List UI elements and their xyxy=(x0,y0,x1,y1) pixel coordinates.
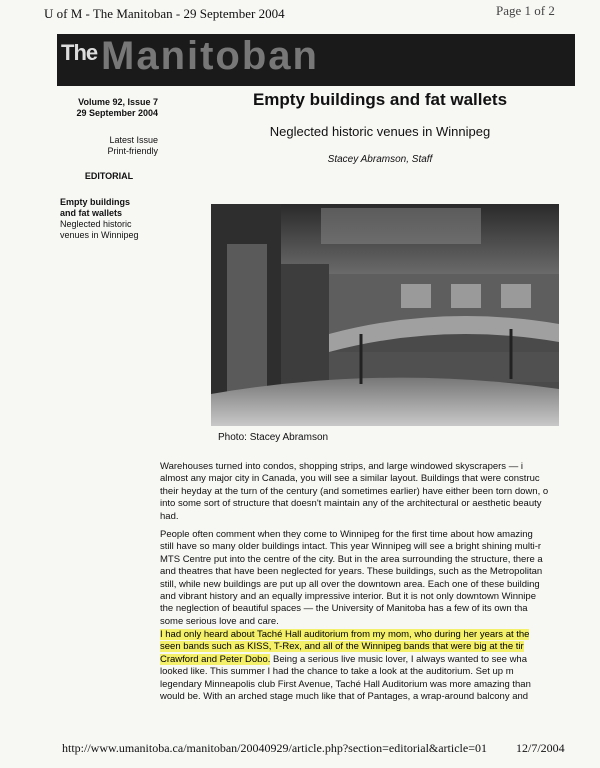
paragraph-line: almost any major city in Canada, you will see a similar layout. Buildings that were construc xyxy=(160,473,540,485)
auditorium-photo-illustration xyxy=(211,204,559,426)
paragraph-line: and vibrant history and an equally impressive interior. But it is not only downtown Winnipe xyxy=(160,591,536,603)
print-header-title: U of M - The Manitoban - 29 September 2004 xyxy=(44,6,285,21)
issue-volume: Volume 92, Issue 7 xyxy=(78,97,158,107)
sidebar xyxy=(60,97,158,241)
paragraph-line: still, while new buildings are put up all over the downtown area. Each one of these building xyxy=(160,578,540,590)
article-subhead: Neglected historic venues in Winnipeg xyxy=(269,124,491,139)
highlighted-line xyxy=(160,654,566,666)
article-headline: Empty buildings and fat wallets xyxy=(252,90,508,109)
paragraph-line: some serious love and care. xyxy=(160,615,279,627)
paragraph-line: would be. With an arched stage much like that of Pantages, a wrap-around balcony and xyxy=(160,691,529,703)
paragraph-line: Warehouses turned into condos, shopping strips, and large windowed skyscrapers — i xyxy=(160,461,523,472)
paragraph-line: People often comment when they come to Winnipeg for the first time about how amazing xyxy=(160,529,533,540)
issue-info xyxy=(60,97,158,119)
highlighted-line xyxy=(160,641,566,653)
sidebar-article-title-2: and fat wallets xyxy=(60,208,123,218)
paragraph-line: their heyday at the turn of the century (and sometimes earlier) have either been torn down, o xyxy=(160,485,549,497)
print-footer-date: 12/7/2004 xyxy=(516,741,565,755)
highlight-text: seen bands such as KISS, T-Rex, and all of the Winnipeg bands that were big at the tir xyxy=(160,641,524,653)
sidebar-article-title-1: Empty buildings xyxy=(60,197,131,207)
sidebar-article-sub-1: Neglected historic xyxy=(60,219,132,229)
paragraph-1 xyxy=(160,461,566,523)
print-header-page-number: Page 1 of 2 xyxy=(496,3,555,18)
line-continuation: Being a serious live music lover, I always wanted to see wha xyxy=(270,653,528,665)
issue-date: 29 September 2004 xyxy=(76,108,158,118)
paragraph-line: legendary Minneapolis club First Avenue, Taché Hall Auditorium was more amazing than xyxy=(160,678,531,690)
masthead-name: Manitoban xyxy=(101,34,319,78)
paragraph-line: into some sort of structure that doesn't maintain any of the architectural or aesthetic beauty xyxy=(160,498,542,510)
print-footer-url: http://www.umanitoba.ca/manitoban/20040929/article.php?section=editorial&article=01 xyxy=(62,741,487,755)
article-byline: Stacey Abramson, Staff xyxy=(327,154,433,165)
paragraph-line: and theatres that have been neglected for years. These buildings, such as the Metropolitan xyxy=(160,566,543,578)
photo-caption: Photo: Stacey Abramson xyxy=(218,432,329,443)
latest-issue-link[interactable]: Latest Issue xyxy=(109,135,158,145)
masthead-the: The xyxy=(61,40,98,65)
highlight-text: I had only heard about Taché Hall auditorium from my mom, who during her years at the xyxy=(160,629,530,640)
paragraph-line: looked like. This summer I had the chance to take a look at the auditorium. Set up m xyxy=(160,666,514,678)
paragraph-2 xyxy=(160,529,566,628)
sidebar-links xyxy=(60,135,158,157)
sidebar-article-link[interactable] xyxy=(60,197,158,241)
highlight-text: Crawford and Peter Dobo. xyxy=(160,653,271,665)
highlighted-line xyxy=(160,629,566,641)
paragraph-3 xyxy=(160,629,566,703)
masthead-banner[interactable] xyxy=(57,34,575,86)
paragraph-line: still have so many older buildings intact. This year Winnipeg will see a bright shining multi-r xyxy=(160,541,542,553)
paragraph-line: had. xyxy=(160,510,179,522)
paragraph-line: the neglection of beautiful spaces — the University of Manitoba has a few of its own tha xyxy=(160,603,528,615)
paragraph-line: MTS Centre put into the centre of the city. But in the area surrounding the structure, there a xyxy=(160,553,543,565)
print-friendly-link[interactable]: Print-friendly xyxy=(107,146,158,156)
section-label[interactable]: EDITORIAL xyxy=(84,171,134,181)
sidebar-article-sub-2: venues in Winnipeg xyxy=(60,230,139,240)
article-photo xyxy=(211,204,559,426)
